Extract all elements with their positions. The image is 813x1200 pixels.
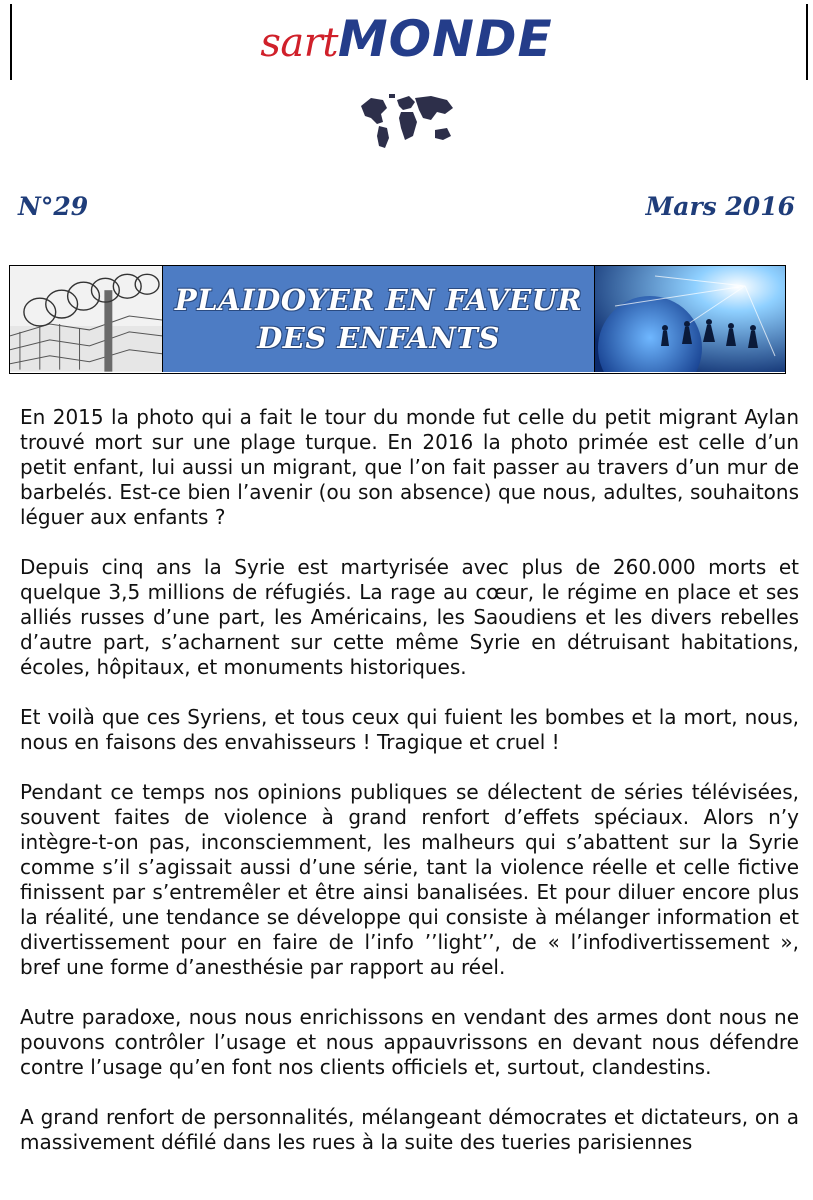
- article-body: [20, 405, 799, 1180]
- article-paragraph: En 2015 la photo qui a fait le tour du monde fut celle du petit migrant Aylan trouvé mort sur une plage turque. En 2016 la photo primée est celle d’un petit enfant, lui aussi un migrant, que l’on fait passer au travers d’un mur de barbelés. Est-ce bien l’avenir (ou son absence) que nous, adultes, souhaitons léguer aux enfants ?: [20, 405, 799, 529]
- issue-number: N°29: [18, 192, 89, 221]
- article-paragraph: Et voilà que ces Syriens, et tous ceux qui fuient les bombes et la mort, nous, nous en faisons des envahisseurs ! Tragique et cruel !: [20, 705, 799, 754]
- brand-name: MONDE: [337, 10, 553, 68]
- issue-date: Mars 2016: [645, 192, 795, 221]
- banner-title-line-1: PLAIDOYER EN FAVEUR: [174, 283, 583, 317]
- title-banner: [9, 265, 786, 374]
- banner-title-line-2: DES ENFANTS: [257, 321, 500, 355]
- globe-children-photo: [595, 266, 785, 372]
- masthead-logo: [0, 10, 813, 68]
- article-paragraph: Autre paradoxe, nous nous enrichissons en vendant des armes dont nous ne pouvons contrôler l’usage et nous appauvrissons en devant nous défendre contre l’usage qu’en font nos clients officiels et, surtout, clandestins.: [20, 1005, 799, 1079]
- brand-prefix: sart: [260, 20, 338, 66]
- barbed-wire-photo: [10, 266, 163, 372]
- article-paragraph: Pendant ce temps nos opinions publiques se délectent de séries télévisées, souvent faites de violence à grand renfort d’effets spéciaux. Alors n’y intègre-t-on pas, inconsciemment, les malheurs qui s’abattent sur la Syrie comme s’il s’agissait aussi d’une série, tant la violence réelle et celle fictive finissent par s’entremêler et être ainsi banalisées. Et pour diluer encore plus la réalité, une tendance se développe qui consiste à mélanger information et divertissement pour en faire de l’info ’’light’’, de « l’infodivertissement », bref une forme d’anesthésie par rapport au réel.: [20, 780, 799, 979]
- world-map-icon: [357, 92, 457, 150]
- article-paragraph: Depuis cinq ans la Syrie est martyrisée avec plus de 260.000 morts et quelque 3,5 millions de réfugiés. La rage au cœur, le régime en place et ses alliés russes d’une part, les Américains, les Saoudiens et les divers rebelles d’autre part, s’acharnent sur cette même Syrie en détruisant habitations, écoles, hôpitaux, et monuments historiques.: [20, 555, 799, 679]
- article-paragraph: A grand renfort de personnalités, mélangeant démocrates et dictateurs, on a massivement défilé dans les rues à la suite des tueries parisiennes: [20, 1105, 799, 1154]
- banner-title: [163, 266, 595, 372]
